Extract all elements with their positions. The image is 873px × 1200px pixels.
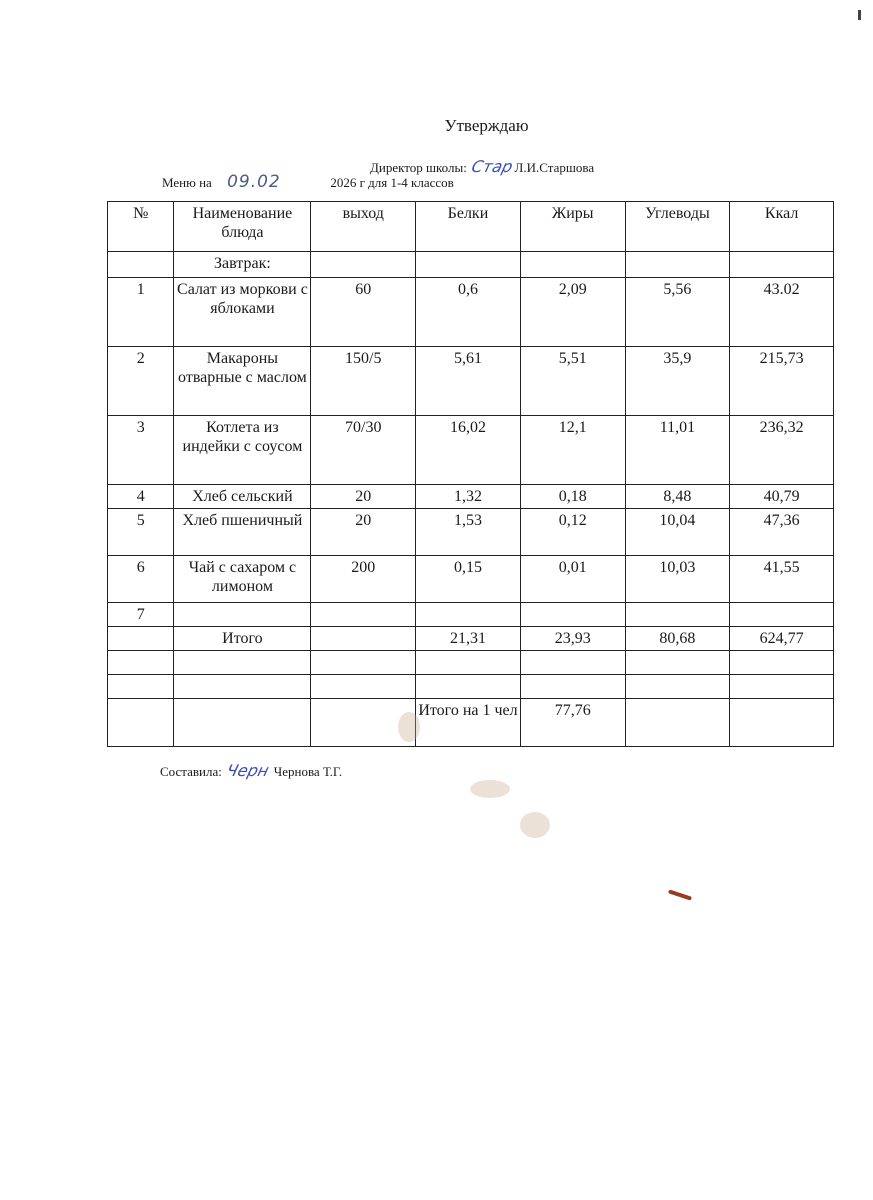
dish-kcal: 40,79 — [730, 485, 834, 509]
per-person-label: Итого на 1 чел — [416, 699, 521, 747]
row-number: 2 — [108, 347, 174, 416]
dish-fat: 12,1 — [520, 416, 625, 485]
dish-protein: 16,02 — [416, 416, 521, 485]
director-name: Л.И.Старшова — [514, 160, 595, 175]
dish-carbs: 5,56 — [625, 278, 730, 347]
dish-name: Хлеб пшеничный — [174, 509, 311, 556]
dish-name: Хлеб сельский — [174, 485, 311, 509]
category-row — [108, 252, 834, 278]
stain-mark — [470, 780, 510, 798]
dish-protein: 5,61 — [416, 347, 521, 416]
per-person-row — [108, 699, 834, 747]
director-label: Директор школы: — [370, 160, 467, 175]
table-row — [108, 347, 834, 416]
stain-mark — [398, 712, 420, 742]
table-row — [108, 278, 834, 347]
dish-output: 20 — [311, 509, 416, 556]
menu-prefix: Меню на — [162, 175, 212, 190]
table-header — [108, 202, 834, 252]
empty-row — [108, 651, 834, 675]
column-header: Ккал — [730, 202, 834, 252]
dish-fat: 0,18 — [520, 485, 625, 509]
compiled-name: Чернова Т.Г. — [273, 764, 343, 779]
per-person-value: 77,76 — [520, 699, 625, 747]
row-number: 5 — [108, 509, 174, 556]
dish-carbs: 10,03 — [625, 556, 730, 603]
dish-fat: 5,51 — [520, 347, 625, 416]
dish-output: 150/5 — [311, 347, 416, 416]
director-signature: Стар — [469, 157, 515, 176]
menu-date: 09.02 — [227, 172, 281, 192]
dish-protein: 1,53 — [416, 509, 521, 556]
total-label: Итого — [174, 627, 311, 651]
table-row — [108, 416, 834, 485]
menu-year: 2026 г для 1-4 классов — [330, 175, 454, 190]
table-row — [108, 556, 834, 603]
category-label: Завтрак: — [174, 252, 311, 278]
dish-fat: 0,01 — [520, 556, 625, 603]
approve-title: Утверждаю — [444, 116, 529, 135]
compiled-line — [160, 761, 342, 780]
row-number: 4 — [108, 485, 174, 509]
dish-protein: 0,6 — [416, 278, 521, 347]
dish-kcal: 43.02 — [730, 278, 834, 347]
menu-line — [162, 172, 454, 192]
column-header: Белки — [416, 202, 521, 252]
dish-carbs: 35,9 — [625, 347, 730, 416]
dish-kcal: 47,36 — [730, 509, 834, 556]
dish-protein: 1,32 — [416, 485, 521, 509]
total-protein: 21,31 — [416, 627, 521, 651]
scan-mark — [858, 10, 861, 20]
table-row — [108, 509, 834, 556]
dish-output: 70/30 — [311, 416, 416, 485]
column-header: № — [108, 202, 174, 252]
dish-fat: 0,12 — [520, 509, 625, 556]
red-ink-mark — [668, 889, 692, 900]
compiled-signature: Черн — [224, 761, 271, 780]
table-row — [108, 603, 834, 627]
dish-name: Чай с сахаром с лимоном — [174, 556, 311, 603]
dish-carbs: 10,04 — [625, 509, 730, 556]
dish-carbs: 11,01 — [625, 416, 730, 485]
stain-mark — [520, 812, 550, 838]
dish-kcal: 236,32 — [730, 416, 834, 485]
menu-table — [107, 201, 834, 747]
dish-name: Котлета из индейки с соусом — [174, 416, 311, 485]
column-header: Жиры — [520, 202, 625, 252]
total-kcal: 624,77 — [730, 627, 834, 651]
dish-output: 20 — [311, 485, 416, 509]
column-header: Углеводы — [625, 202, 730, 252]
dish-name: Макароны отварные с маслом — [174, 347, 311, 416]
empty-row — [108, 675, 834, 699]
dish-fat: 2,09 — [520, 278, 625, 347]
dish-carbs: 8,48 — [625, 485, 730, 509]
row-number: 6 — [108, 556, 174, 603]
column-header: выход — [311, 202, 416, 252]
total-row — [108, 627, 834, 651]
row-number: 7 — [108, 603, 174, 627]
row-number: 1 — [108, 278, 174, 347]
compiled-label: Составила: — [160, 764, 222, 779]
dish-output: 60 — [311, 278, 416, 347]
total-fat: 23,93 — [520, 627, 625, 651]
dish-kcal: 41,55 — [730, 556, 834, 603]
dish-output: 200 — [311, 556, 416, 603]
dish-name: Салат из моркови с яблоками — [174, 278, 311, 347]
column-header: Наименование блюда — [174, 202, 311, 252]
row-number: 3 — [108, 416, 174, 485]
dish-kcal: 215,73 — [730, 347, 834, 416]
table-row — [108, 485, 834, 509]
total-carbs: 80,68 — [625, 627, 730, 651]
dish-protein: 0,15 — [416, 556, 521, 603]
